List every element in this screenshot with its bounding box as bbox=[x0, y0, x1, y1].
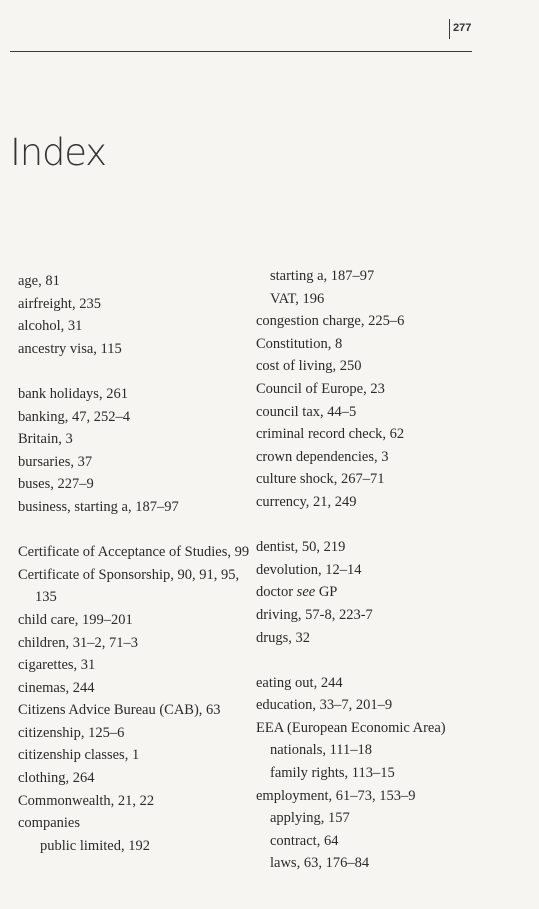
index-entry: currency, 21, 249 bbox=[256, 493, 357, 510]
index-section-gap bbox=[256, 649, 496, 672]
index-subentry: applying, 157 bbox=[270, 810, 350, 827]
index-entry: devolution, 12–14 bbox=[256, 561, 362, 578]
index-subentry: public limited, 192 bbox=[40, 837, 150, 854]
page-number: 277 bbox=[453, 22, 472, 34]
index-entry: ancestry visa, 115 bbox=[18, 340, 122, 357]
index-subentry: laws, 63, 176–84 bbox=[270, 855, 370, 872]
index-entry: EEA (European Economic Area) bbox=[256, 719, 446, 736]
index-entry: council tax, 44–5 bbox=[256, 403, 357, 420]
index-entry: clothing, 264 bbox=[18, 770, 95, 787]
index-entry: companies bbox=[18, 815, 81, 832]
index-entry: dentist, 50, 219 bbox=[256, 539, 346, 556]
index-entry: child care, 199–201 bbox=[18, 611, 133, 628]
index-entry: criminal record check, 62 bbox=[256, 426, 405, 443]
index-entry: Citizens Advice Bureau (CAB), 63 bbox=[18, 702, 221, 719]
index-subentry: starting a, 187–97 bbox=[270, 268, 375, 284]
index-section-gap bbox=[18, 519, 258, 542]
index-entry: doctor see GP bbox=[256, 584, 338, 601]
index-entry: Constitution, 8 bbox=[256, 335, 343, 352]
index-entry: buses, 227–9 bbox=[18, 476, 94, 493]
index-entry: drugs, 32 bbox=[256, 629, 310, 646]
index-entry: cost of living, 250 bbox=[256, 358, 362, 375]
index-subentry: nationals, 111–18 bbox=[270, 742, 373, 759]
index-entry: cigarettes, 31 bbox=[18, 657, 96, 674]
index-entry: Certificate of Sponsorship, 90, 91, 95, 135 bbox=[18, 566, 240, 606]
index-entry: citizenship, 125–6 bbox=[18, 724, 125, 741]
index-entry: driving, 57-8, 223-7 bbox=[256, 606, 373, 623]
index-column-right bbox=[256, 265, 496, 875]
index-entry: children, 31–2, 71–3 bbox=[18, 634, 139, 651]
index-entry: eating out, 244 bbox=[256, 674, 343, 691]
index-section-gap bbox=[18, 360, 258, 383]
index-entry: alcohol, 31 bbox=[18, 318, 83, 335]
index-entry: Commonwealth, 21, 22 bbox=[18, 792, 155, 809]
index-entry: Council of Europe, 23 bbox=[256, 380, 385, 397]
index-entry: education, 33–7, 201–9 bbox=[256, 697, 393, 714]
index-entry: age, 81 bbox=[18, 273, 60, 289]
index-entry: bank holidays, 261 bbox=[18, 385, 128, 402]
index-entry: crown dependencies, 3 bbox=[256, 448, 389, 465]
index-subentry: contract, 64 bbox=[270, 832, 339, 849]
index-entry: Britain, 3 bbox=[18, 431, 73, 448]
index-entry: citizenship classes, 1 bbox=[18, 747, 140, 764]
index-entry: employment, 61–73, 153–9 bbox=[256, 787, 416, 804]
header-tick-rule bbox=[449, 19, 450, 39]
index-entry: banking, 47, 252–4 bbox=[18, 408, 130, 425]
index-entry: congestion charge, 225–6 bbox=[256, 313, 405, 330]
index-entry: culture shock, 267–71 bbox=[256, 471, 385, 488]
page-title: Index bbox=[10, 131, 106, 174]
index-subentry: family rights, 113–15 bbox=[270, 765, 395, 782]
index-section-gap bbox=[256, 514, 496, 537]
index-entry: bursaries, 37 bbox=[18, 453, 93, 470]
header-rule bbox=[10, 51, 472, 52]
index-entry: Certificate of Acceptance of Studies, 99 bbox=[18, 544, 250, 561]
index-column-left bbox=[18, 270, 258, 857]
index-entry: business, starting a, 187–97 bbox=[18, 498, 179, 515]
index-entry: airfreight, 235 bbox=[18, 295, 101, 312]
index-subentry: VAT, 196 bbox=[270, 290, 325, 307]
index-entry: cinemas, 244 bbox=[18, 679, 95, 696]
